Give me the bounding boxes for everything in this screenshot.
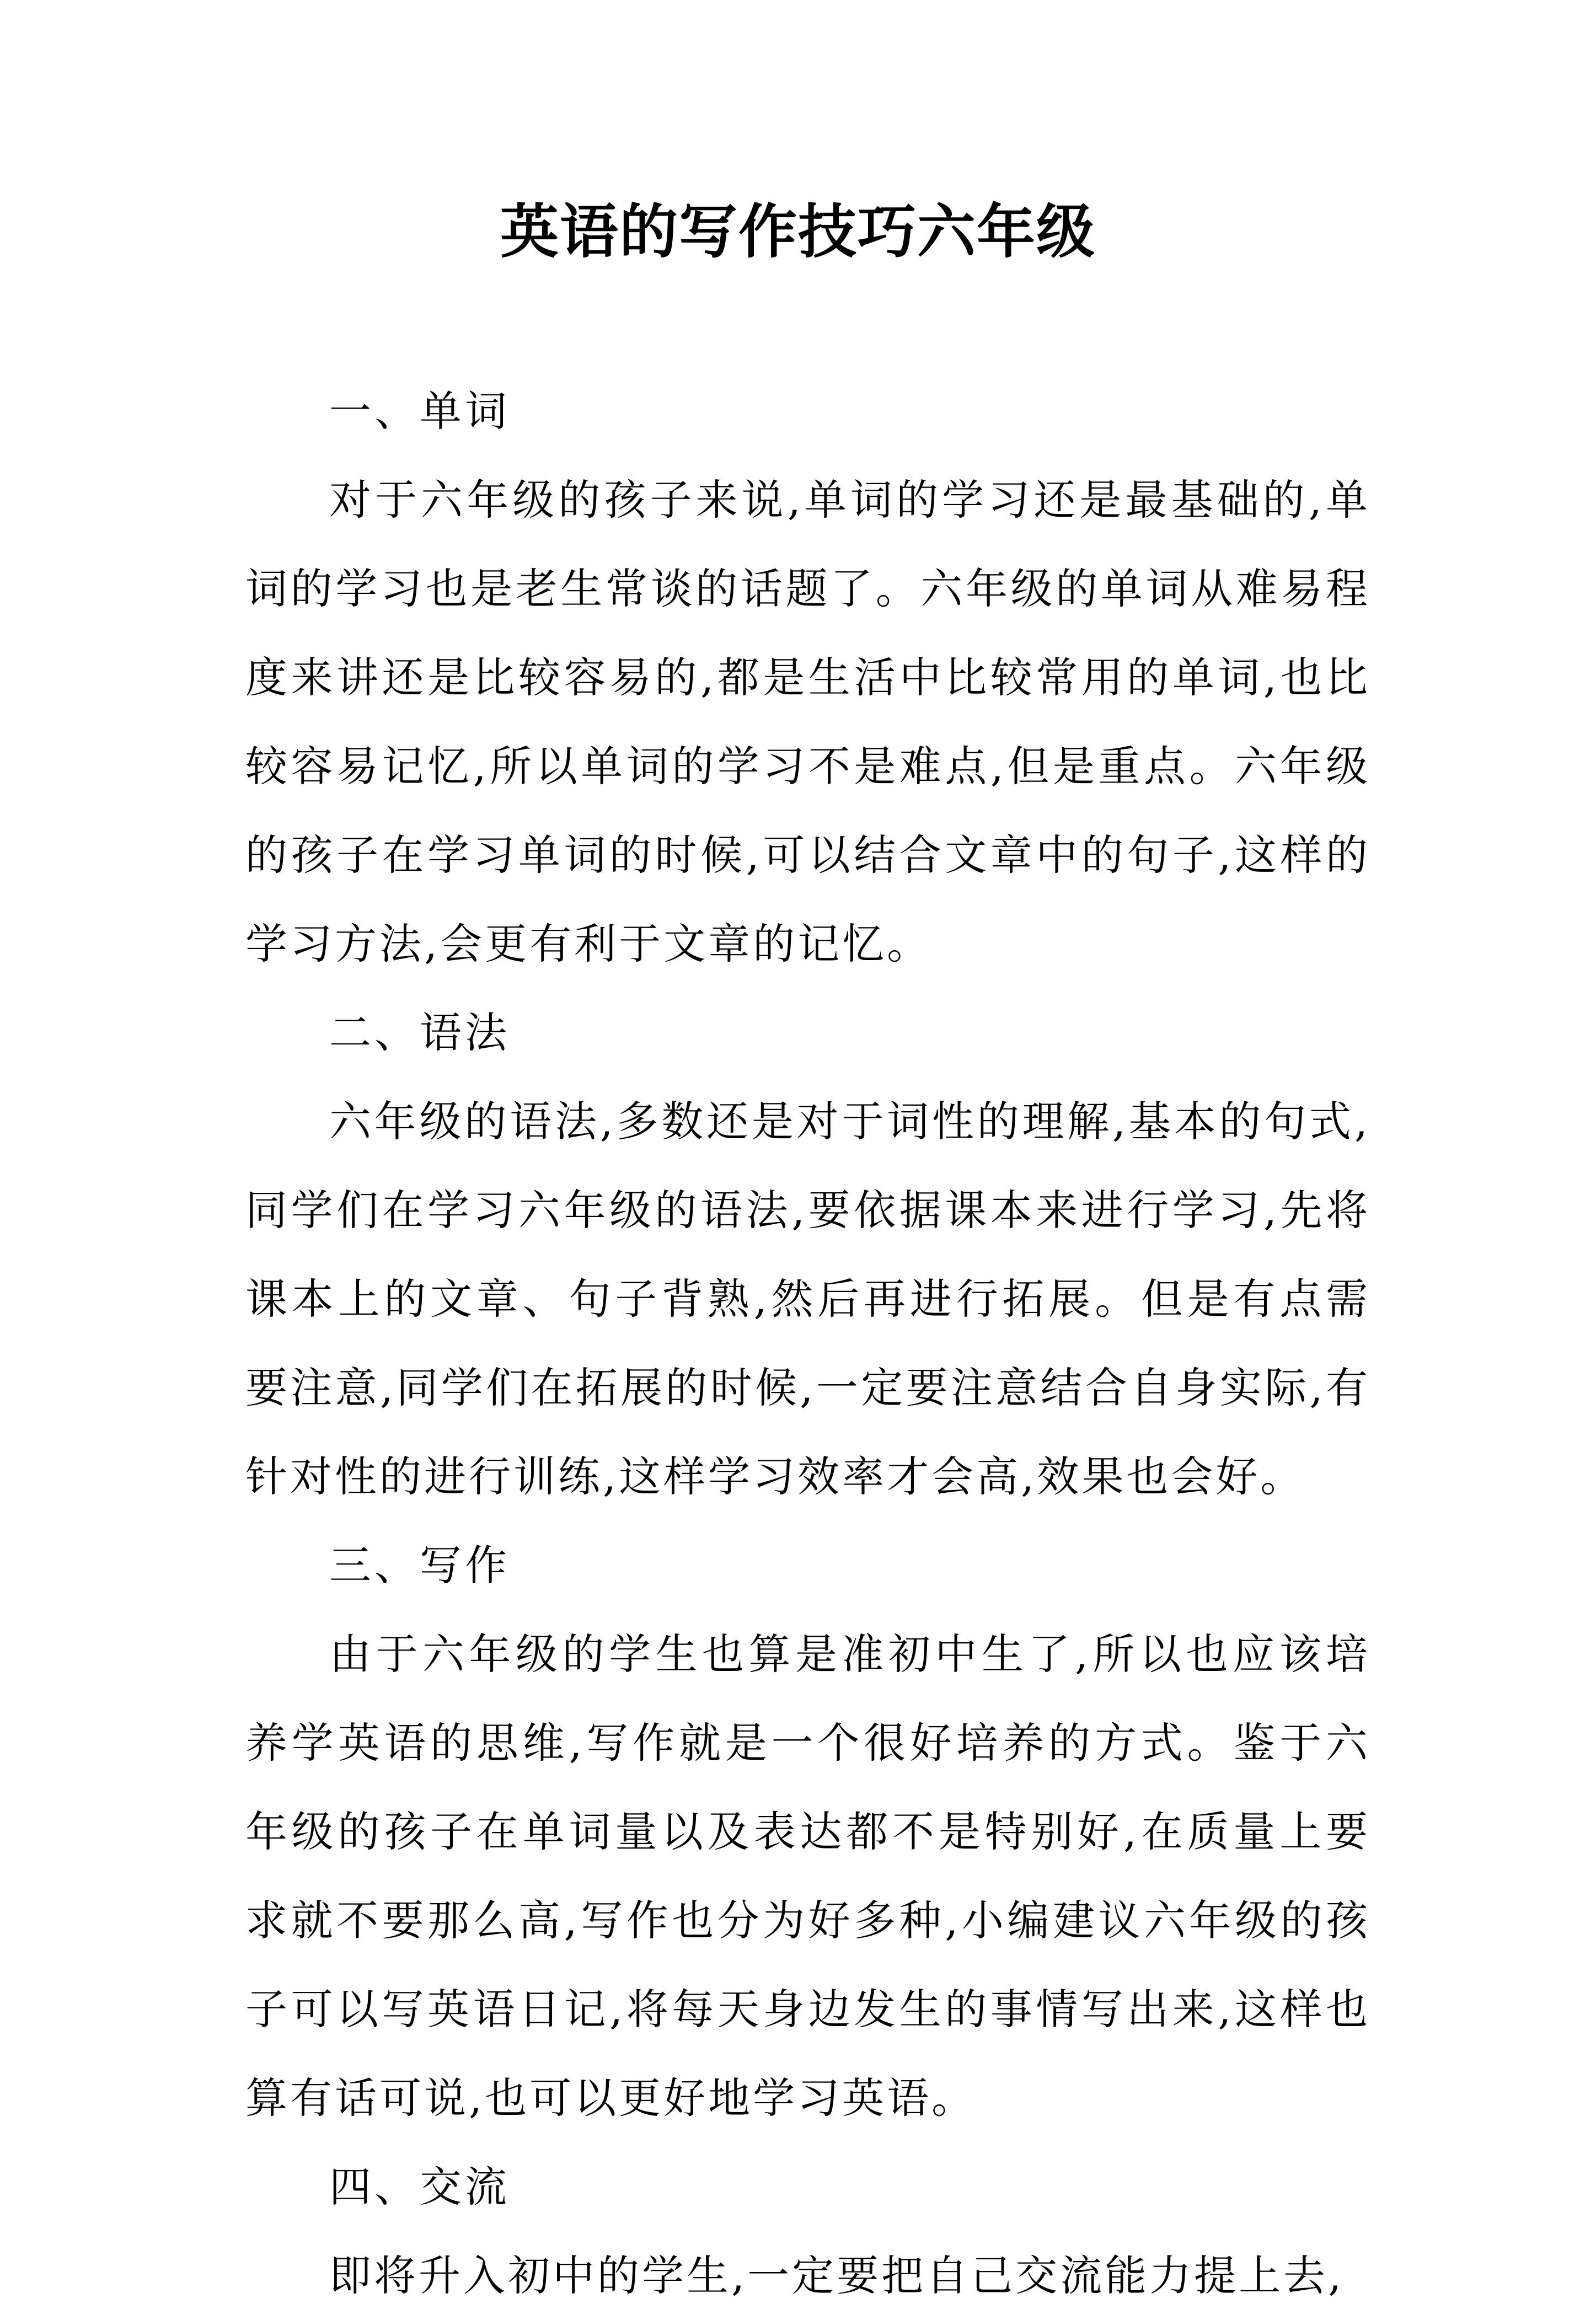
section-paragraph-communication: 即将升入初中的学生,一定要把自己交流能力提上去, — [329, 2251, 1345, 2300]
document-body — [245, 367, 1370, 2320]
section-heading-communication: 四、交流 — [329, 2162, 510, 2211]
section-paragraph-words: 对于六年级的孩子来说,单词的学习还是最基础的,单词的学习也是老生常谈的话题了。六年级的单词从难易程度来讲还是比较容易的,都是生活中比较常用的单词,也比较容易记忆,所以单词的学习不是难点,但是重点。六年级的孩子在学习单词的时候,可以结合文章中的句子,这样的学习方法,会更有利于文章的记忆。 — [245, 475, 1370, 968]
section-heading-grammar: 二、语法 — [329, 1008, 510, 1057]
section-heading-words: 一、单词 — [329, 387, 510, 436]
section-paragraph-grammar: 六年级的语法,多数还是对于词性的理解,基本的句式,同学们在学习六年级的语法,要依据课本来进行学习,先将课本上的文章、句子背熟,然后再进行拓展。但是有点需要注意,同学们在拓展的时候,一定要注意结合自身实际,有针对性的进行训练,这样学习效率才会高,效果也会好。 — [245, 1097, 1370, 1501]
document-title: 英语的写作技巧六年级 — [500, 197, 1096, 266]
section-heading-writing: 三、写作 — [329, 1541, 510, 1590]
section-paragraph-writing: 由于六年级的学生也算是准初中生了,所以也应该培养学英语的思维,写作就是一个很好培养的方式。鉴于六年级的孩子在单词量以及表达都不是特别好,在质量上要求就不要那么高,写作也分为好多种,小编建议六年级的孩子可以写英语日记,将每天身边发生的事情写出来,这样也算有话可说,也可以更好地学习英语。 — [245, 1630, 1370, 2123]
